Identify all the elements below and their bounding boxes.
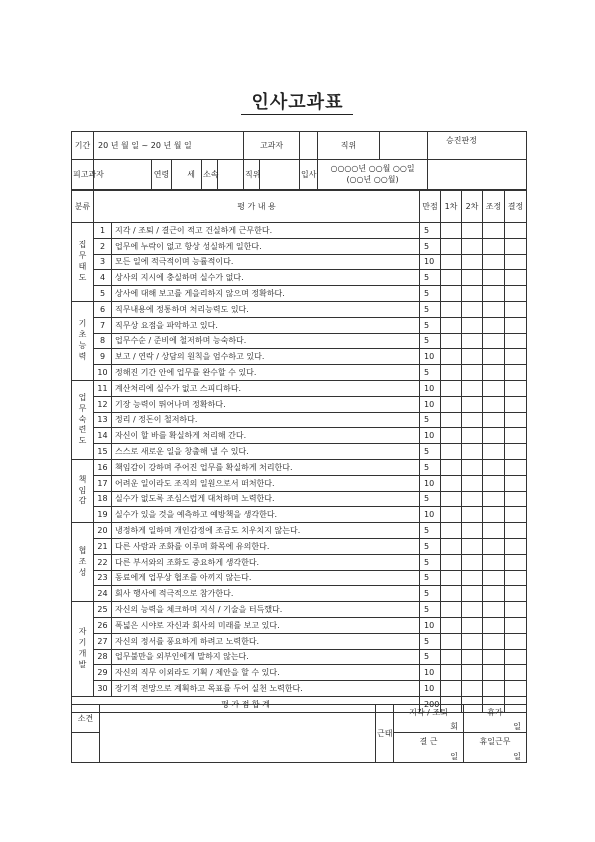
- holiday-label: 휴일근무: [479, 737, 511, 746]
- item-text: 업무에 누락이 없고 항상 성실하게 일한다.: [112, 238, 420, 254]
- item-full-score: 5: [420, 238, 441, 254]
- item-text: 업무불만을 외부인에게 말하지 않는다.: [112, 649, 420, 665]
- item-full-score: 5: [420, 301, 441, 317]
- title-underline: [241, 114, 353, 115]
- evaluation-row: [72, 365, 527, 381]
- first-eval-cell[interactable]: [441, 681, 462, 697]
- absence-unit: 일: [450, 752, 458, 761]
- first-eval-cell[interactable]: [441, 602, 462, 618]
- item-text: 직무상 요점을 파악하고 있다.: [112, 317, 420, 333]
- decision-cell[interactable]: [505, 380, 527, 396]
- decision-cell[interactable]: [505, 301, 527, 317]
- item-full-score: 5: [420, 570, 441, 586]
- adjust-cell[interactable]: [483, 317, 505, 333]
- position-label: 직위: [318, 132, 380, 160]
- second-eval-cell[interactable]: [462, 301, 483, 317]
- total-label: 평 가 점 합 계: [72, 696, 420, 712]
- item-text: 다른 사람과 조화를 이루며 화목에 유의한다.: [112, 538, 420, 554]
- first-eval-cell[interactable]: [441, 570, 462, 586]
- adjust-cell[interactable]: [483, 507, 505, 523]
- item-full-score: 5: [420, 459, 441, 475]
- first-eval-cell[interactable]: [441, 586, 462, 602]
- item-text: 냉정하게 일하며 개인감정에 조금도 치우치지 않는다.: [112, 523, 420, 539]
- evaluation-row: [72, 586, 527, 602]
- second-eval-cell[interactable]: [462, 349, 483, 365]
- decision-cell[interactable]: [505, 523, 527, 539]
- evaluation-row: [72, 649, 527, 665]
- decision-cell[interactable]: [505, 649, 527, 665]
- item-number: 5: [94, 286, 112, 302]
- evaluation-row: [72, 317, 527, 333]
- item-full-score: 5: [420, 270, 441, 286]
- adjust-cell[interactable]: [483, 681, 505, 697]
- item-full-score: 5: [420, 286, 441, 302]
- rank-field[interactable]: [260, 160, 300, 190]
- item-text: 정리 / 정돈이 철저하다.: [112, 412, 420, 428]
- item-number: 15: [94, 444, 112, 460]
- item-full-score: 10: [420, 507, 441, 523]
- join-date-line1: ○○○○년 ○○월 ○○일: [330, 164, 415, 174]
- adjust-cell[interactable]: [483, 412, 505, 428]
- first-eval-cell[interactable]: [441, 633, 462, 649]
- second-eval-cell[interactable]: [462, 491, 483, 507]
- second-eval-cell[interactable]: [462, 270, 483, 286]
- item-full-score: 5: [420, 602, 441, 618]
- item-full-score: 5: [420, 586, 441, 602]
- decision-cell[interactable]: [505, 633, 527, 649]
- first-eval-cell[interactable]: [441, 349, 462, 365]
- evaluation-row: [72, 301, 527, 317]
- second-eval-cell[interactable]: [462, 254, 483, 270]
- second-eval-cell[interactable]: [462, 633, 483, 649]
- decision-cell[interactable]: [505, 223, 527, 239]
- decision-cell[interactable]: [505, 554, 527, 570]
- adjust-cell[interactable]: [483, 223, 505, 239]
- first-eval-cell[interactable]: [441, 538, 462, 554]
- join-label: 입사: [300, 160, 318, 190]
- decision-cell[interactable]: [505, 444, 527, 460]
- category-label: 업무숙련도: [72, 380, 94, 459]
- decision-cell[interactable]: [505, 570, 527, 586]
- second-eval-cell[interactable]: [462, 459, 483, 475]
- first-eval-cell[interactable]: [441, 475, 462, 491]
- evaluation-table: [71, 190, 527, 713]
- item-number: 7: [94, 317, 112, 333]
- item-full-score: 5: [420, 491, 441, 507]
- age-label: 연령: [152, 160, 172, 190]
- category-label: 책임감: [72, 459, 94, 522]
- evaluation-row: [72, 523, 527, 539]
- adjust-cell[interactable]: [483, 459, 505, 475]
- adjust-cell[interactable]: [483, 633, 505, 649]
- decision-cell[interactable]: [505, 538, 527, 554]
- evaluation-row: [72, 507, 527, 523]
- decision-cell[interactable]: [505, 459, 527, 475]
- leave-cell[interactable]: [464, 705, 527, 733]
- first-eval-cell[interactable]: [441, 238, 462, 254]
- opinion-label: 소견: [72, 705, 100, 733]
- item-text: 지각 / 조퇴 / 결근이 적고 건실하게 근무한다.: [112, 223, 420, 239]
- late-cell[interactable]: [394, 705, 464, 733]
- category-header: 분류: [72, 191, 94, 223]
- adjust-cell[interactable]: [483, 286, 505, 302]
- period-label: 기간: [72, 132, 94, 160]
- first-eval-cell[interactable]: [441, 444, 462, 460]
- item-text: 다른 부서와의 조화도 중요하게 생각한다.: [112, 554, 420, 570]
- join-date[interactable]: [318, 160, 428, 190]
- adjust-cell[interactable]: [483, 238, 505, 254]
- item-text: 실수가 없도록 조심스럽게 대처하며 노력한다.: [112, 491, 420, 507]
- adjust-cell[interactable]: [483, 475, 505, 491]
- decision-header: 결정: [505, 191, 527, 223]
- item-number: 22: [94, 554, 112, 570]
- adjust-cell[interactable]: [483, 554, 505, 570]
- adjust-cell[interactable]: [483, 538, 505, 554]
- item-text: 자신의 정서를 풍요하게 하려고 노력한다.: [112, 633, 420, 649]
- second-eval-cell[interactable]: [462, 649, 483, 665]
- evaluation-row: [72, 459, 527, 475]
- opinion-field[interactable]: [100, 705, 376, 763]
- evaluation-row: [72, 570, 527, 586]
- decision-cell[interactable]: [505, 586, 527, 602]
- item-number: 13: [94, 412, 112, 428]
- first-eval-header: 1차: [441, 191, 462, 223]
- first-eval-cell[interactable]: [441, 491, 462, 507]
- adjust-cell[interactable]: [483, 586, 505, 602]
- item-full-score: 10: [420, 665, 441, 681]
- evaluation-row: [72, 475, 527, 491]
- evaluation-row: [72, 428, 527, 444]
- second-eval-cell[interactable]: [462, 380, 483, 396]
- first-eval-cell[interactable]: [441, 523, 462, 539]
- decision-cell[interactable]: [505, 317, 527, 333]
- first-eval-cell[interactable]: [441, 254, 462, 270]
- decision-cell[interactable]: [505, 475, 527, 491]
- item-number: 4: [94, 270, 112, 286]
- item-full-score: 5: [420, 223, 441, 239]
- rank-label: 직위: [244, 160, 260, 190]
- adjust-cell[interactable]: [483, 523, 505, 539]
- evaluation-row: [72, 238, 527, 254]
- decision-cell[interactable]: [505, 507, 527, 523]
- evaluation-row: [72, 633, 527, 649]
- late-unit: 회: [450, 722, 458, 731]
- decision-cell[interactable]: [505, 491, 527, 507]
- first-eval-cell[interactable]: [441, 428, 462, 444]
- promotion-label: 승진판정: [428, 132, 527, 160]
- item-full-score: 5: [420, 633, 441, 649]
- item-full-score: 10: [420, 428, 441, 444]
- evaluator-field[interactable]: [300, 132, 318, 160]
- decision-cell[interactable]: [505, 238, 527, 254]
- second-eval-cell[interactable]: [462, 428, 483, 444]
- adjust-cell[interactable]: [483, 665, 505, 681]
- item-text: 동료에게 업무상 협조를 아끼지 않는다.: [112, 570, 420, 586]
- item-text: 폭넓은 시야로 자신과 회사의 미래를 보고 있다.: [112, 617, 420, 633]
- item-full-score: 10: [420, 681, 441, 697]
- period-value[interactable]: 20 년 월 일 ~ 20 년 월 일: [94, 132, 244, 160]
- item-number: 11: [94, 380, 112, 396]
- item-text: 상사에 대해 보고를 게을리하지 않으며 정확하다.: [112, 286, 420, 302]
- item-text: 모든 일에 적극적이며 능률적이다.: [112, 254, 420, 270]
- item-full-score: 10: [420, 475, 441, 491]
- adjust-cell[interactable]: [483, 428, 505, 444]
- first-eval-cell[interactable]: [441, 333, 462, 349]
- adjust-cell[interactable]: [483, 301, 505, 317]
- adjust-cell[interactable]: [483, 333, 505, 349]
- attendance-label: 근태: [376, 705, 394, 763]
- item-full-score: 10: [420, 380, 441, 396]
- first-eval-cell[interactable]: [441, 301, 462, 317]
- absence-cell[interactable]: [394, 733, 464, 763]
- opinion-label-spacer: [72, 733, 100, 763]
- decision-cell[interactable]: [505, 270, 527, 286]
- item-text: 어려운 일이라도 조직의 일원으로서 떠처한다.: [112, 475, 420, 491]
- decision-cell[interactable]: [505, 349, 527, 365]
- leave-unit: 일: [513, 722, 521, 731]
- first-eval-cell[interactable]: [441, 507, 462, 523]
- category-label: 기초능력: [72, 301, 94, 380]
- item-number: 24: [94, 586, 112, 602]
- adjust-cell[interactable]: [483, 570, 505, 586]
- footer-table: [71, 704, 527, 763]
- decision-cell[interactable]: [505, 617, 527, 633]
- adjust-cell[interactable]: [483, 365, 505, 381]
- item-text: 자신의 직무 이외라도 기획 / 제안을 할 수 있다.: [112, 665, 420, 681]
- evaluation-row: [72, 665, 527, 681]
- first-eval-cell[interactable]: [441, 223, 462, 239]
- item-text: 보고 / 연락 / 상담의 원칙을 엄수하고 있다.: [112, 349, 420, 365]
- evaluation-row: [72, 286, 527, 302]
- evaluation-row: [72, 396, 527, 412]
- first-eval-cell[interactable]: [441, 412, 462, 428]
- item-number: 28: [94, 649, 112, 665]
- item-text: 자신이 할 바를 확실하게 처리해 간다.: [112, 428, 420, 444]
- adjust-cell[interactable]: [483, 602, 505, 618]
- item-text: 스스로 새로운 일을 창출해 낼 수 있다.: [112, 444, 420, 460]
- item-number: 16: [94, 459, 112, 475]
- adjust-header: 조정: [483, 191, 505, 223]
- holiday-unit: 일: [513, 752, 521, 761]
- item-full-score: 5: [420, 523, 441, 539]
- item-full-score: 10: [420, 349, 441, 365]
- second-eval-cell[interactable]: [462, 538, 483, 554]
- evaluation-row: [72, 491, 527, 507]
- item-number: 14: [94, 428, 112, 444]
- item-text: 실수가 있을 것을 예측하고 예방책을 생각한다.: [112, 507, 420, 523]
- dept-field[interactable]: [218, 160, 244, 190]
- first-eval-cell[interactable]: [441, 554, 462, 570]
- evaluation-row: [72, 333, 527, 349]
- item-number: 20: [94, 523, 112, 539]
- item-full-score: 5: [420, 365, 441, 381]
- adjust-cell[interactable]: [483, 444, 505, 460]
- item-text: 상사의 지시에 충실하며 실수가 없다.: [112, 270, 420, 286]
- second-eval-cell[interactable]: [462, 554, 483, 570]
- item-number: 27: [94, 633, 112, 649]
- item-text: 정해진 기간 안에 업무를 완수할 수 있다.: [112, 365, 420, 381]
- item-number: 2: [94, 238, 112, 254]
- second-eval-cell[interactable]: [462, 238, 483, 254]
- item-full-score: 10: [420, 617, 441, 633]
- second-eval-cell[interactable]: [462, 396, 483, 412]
- second-eval-cell[interactable]: [462, 412, 483, 428]
- item-number: 25: [94, 602, 112, 618]
- second-eval-cell[interactable]: [462, 586, 483, 602]
- second-eval-header: 2차: [462, 191, 483, 223]
- second-eval-cell[interactable]: [462, 333, 483, 349]
- item-text: 회사 행사에 적극적으로 참가한다.: [112, 586, 420, 602]
- evaluation-row: [72, 617, 527, 633]
- item-number: 23: [94, 570, 112, 586]
- item-full-score: 5: [420, 333, 441, 349]
- item-number: 9: [94, 349, 112, 365]
- adjust-cell[interactable]: [483, 254, 505, 270]
- second-eval-cell[interactable]: [462, 365, 483, 381]
- item-text: 책임감이 강하며 주어진 업무를 확실하게 처리한다.: [112, 459, 420, 475]
- item-number: 30: [94, 681, 112, 697]
- item-number: 18: [94, 491, 112, 507]
- second-eval-cell[interactable]: [462, 617, 483, 633]
- second-eval-cell[interactable]: [462, 444, 483, 460]
- content-header: 평 가 내 용: [94, 191, 420, 223]
- first-eval-cell[interactable]: [441, 396, 462, 412]
- item-full-score: 5: [420, 412, 441, 428]
- item-text: 계산처리에 실수가 없고 스피디하다.: [112, 380, 420, 396]
- item-full-score: 5: [420, 649, 441, 665]
- item-full-score: 5: [420, 538, 441, 554]
- decision-cell[interactable]: [505, 602, 527, 618]
- evaluation-row: [72, 380, 527, 396]
- item-full-score: 5: [420, 444, 441, 460]
- adjust-cell[interactable]: [483, 649, 505, 665]
- second-eval-cell[interactable]: [462, 223, 483, 239]
- promotion-field[interactable]: [428, 160, 527, 190]
- decision-cell[interactable]: [505, 396, 527, 412]
- second-eval-cell[interactable]: [462, 602, 483, 618]
- late-label: 지각 / 조퇴: [409, 708, 448, 717]
- category-label: 협조성: [72, 523, 94, 602]
- item-text: 기장 능력이 뛰어나며 정확하다.: [112, 396, 420, 412]
- item-full-score: 5: [420, 317, 441, 333]
- adjust-cell[interactable]: [483, 380, 505, 396]
- category-label: 집무태도: [72, 223, 94, 302]
- first-eval-cell[interactable]: [441, 317, 462, 333]
- evaluation-row: [72, 681, 527, 697]
- second-eval-cell[interactable]: [462, 507, 483, 523]
- evaluation-row: [72, 223, 527, 239]
- adjust-cell[interactable]: [483, 396, 505, 412]
- decision-cell[interactable]: [505, 365, 527, 381]
- second-eval-cell[interactable]: [462, 523, 483, 539]
- evaluation-row: [72, 602, 527, 618]
- decision-cell[interactable]: [505, 333, 527, 349]
- item-number: 6: [94, 301, 112, 317]
- decision-cell[interactable]: [505, 665, 527, 681]
- first-eval-cell[interactable]: [441, 617, 462, 633]
- item-full-score: 10: [420, 254, 441, 270]
- decision-cell[interactable]: [505, 412, 527, 428]
- first-eval-cell[interactable]: [441, 380, 462, 396]
- item-number: 8: [94, 333, 112, 349]
- age-unit: 세: [172, 160, 202, 190]
- evaluation-row: [72, 412, 527, 428]
- adjust-cell[interactable]: [483, 491, 505, 507]
- holiday-cell[interactable]: [464, 733, 527, 763]
- evaluation-row: [72, 254, 527, 270]
- absence-label: 결 근: [419, 737, 438, 746]
- item-text: 자신의 능력을 체크하며 지식 / 기술을 터득했다.: [112, 602, 420, 618]
- decision-cell[interactable]: [505, 681, 527, 697]
- second-eval-cell[interactable]: [462, 570, 483, 586]
- second-eval-cell[interactable]: [462, 475, 483, 491]
- evaluation-row: [72, 538, 527, 554]
- item-text: 업무수순 / 준비에 철저하며 능숙하다.: [112, 333, 420, 349]
- adjust-cell[interactable]: [483, 349, 505, 365]
- item-full-score: 5: [420, 554, 441, 570]
- item-number: 21: [94, 538, 112, 554]
- adjust-cell[interactable]: [483, 617, 505, 633]
- item-number: 17: [94, 475, 112, 491]
- first-eval-cell[interactable]: [441, 286, 462, 302]
- evaluation-row: [72, 270, 527, 286]
- evaluator-label: 고과자: [244, 132, 300, 160]
- decision-cell[interactable]: [505, 254, 527, 270]
- first-eval-cell[interactable]: [441, 649, 462, 665]
- evaluation-row: [72, 554, 527, 570]
- page-title: 인사고과표: [251, 92, 344, 113]
- evaluatee-label: 피고과자: [72, 160, 94, 190]
- second-eval-cell[interactable]: [462, 665, 483, 681]
- item-number: 3: [94, 254, 112, 270]
- total-score: 200: [420, 696, 441, 712]
- evaluation-row: [72, 349, 527, 365]
- second-eval-cell[interactable]: [462, 681, 483, 697]
- header-table: [71, 131, 527, 190]
- full-score-header: 만점: [420, 191, 441, 223]
- first-eval-cell[interactable]: [441, 270, 462, 286]
- item-number: 29: [94, 665, 112, 681]
- item-number: 10: [94, 365, 112, 381]
- leave-label: 휴가: [487, 708, 503, 717]
- second-eval-cell[interactable]: [462, 286, 483, 302]
- first-eval-cell[interactable]: [441, 459, 462, 475]
- decision-cell[interactable]: [505, 428, 527, 444]
- category-label: 자기개발: [72, 602, 94, 697]
- join-date-line2: (○○년 ○○월): [346, 174, 399, 184]
- position-field[interactable]: [380, 132, 428, 160]
- item-number: 12: [94, 396, 112, 412]
- item-number: 26: [94, 617, 112, 633]
- decision-cell[interactable]: [505, 286, 527, 302]
- evaluation-row: [72, 444, 527, 460]
- adjust-cell[interactable]: [483, 270, 505, 286]
- item-number: 19: [94, 507, 112, 523]
- item-text: 장기적 전망으로 계획하고 목표를 두어 실천 노력한다.: [112, 681, 420, 697]
- second-eval-cell[interactable]: [462, 317, 483, 333]
- item-text: 직무내용에 정통하며 처리능력도 있다.: [112, 301, 420, 317]
- first-eval-cell[interactable]: [441, 365, 462, 381]
- item-full-score: 10: [420, 396, 441, 412]
- item-number: 1: [94, 223, 112, 239]
- first-eval-cell[interactable]: [441, 665, 462, 681]
- dept-label: 소속: [202, 160, 218, 190]
